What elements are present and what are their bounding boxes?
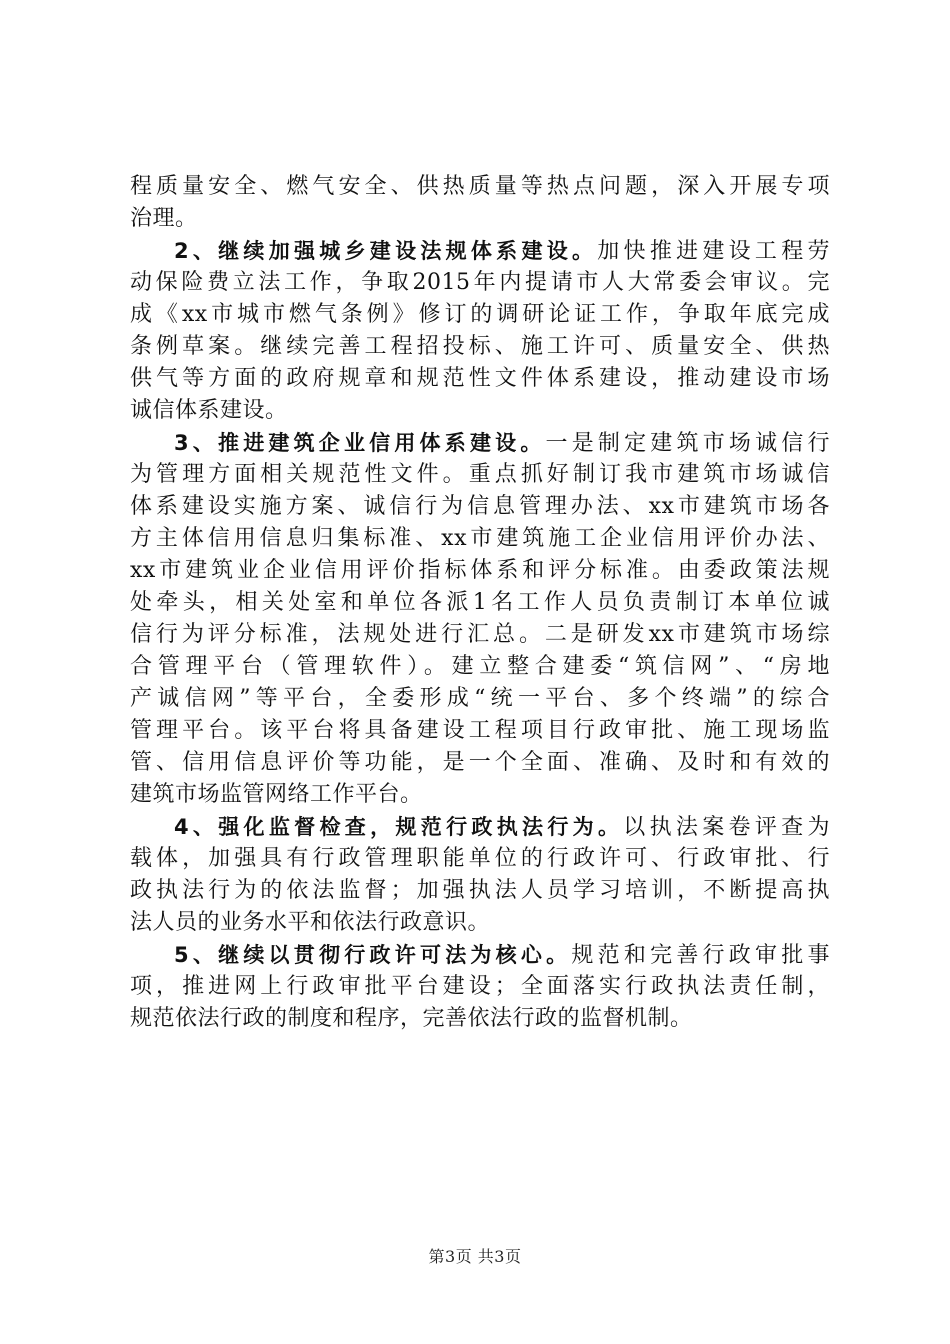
paragraph-first-line	[130, 235, 830, 267]
section-heading-2: 2、继续加强城乡建设法规体系建设。	[174, 239, 598, 263]
paragraph-4	[130, 811, 830, 939]
paragraph-first-line	[130, 939, 830, 971]
paragraph-1	[130, 171, 830, 235]
paragraph-line: 成《xx市城市燃气条例》修订的调研论证工作，争取年底完成	[130, 302, 830, 327]
paragraph-line: 管、信用信息评价等功能，是一个全面、准确、及时和有效的	[130, 750, 830, 775]
section-heading-4: 4、强化监督检查，规范行政执法行为。	[174, 815, 624, 839]
paragraph-line: 方主体信用信息归集标准、xx市建筑施工企业信用评价办法、	[130, 526, 830, 551]
paragraph-line: 供气等方面的政府规章和规范性文件体系建设，推动建设市场	[130, 366, 830, 391]
paragraph-line: 体系建设实施方案、诚信行为信息管理办法、xx市建筑市场各	[130, 494, 830, 519]
page-number-footer: 第3页 共3页	[428, 1247, 522, 1266]
paragraph-text: 一是制定建筑市场诚信行	[545, 431, 830, 456]
paragraph-line: 合管理平台（管理软件）。建立整合建委“筑信网”、“房地	[130, 654, 830, 679]
paragraph-line: xx市建筑业企业信用评价指标体系和评分标准。由委政策法规	[130, 558, 830, 583]
paragraph-text: 规范和完善行政审批事	[571, 943, 830, 968]
paragraph-line: 信行为评分标准，法规处进行汇总。二是研发xx市建筑市场综	[130, 622, 830, 647]
paragraph-line: 处牵头，相关处室和单位各派1名工作人员负责制订本单位诚	[130, 590, 830, 615]
paragraph-line: 建筑市场监管网络工作平台。	[130, 782, 423, 807]
paragraph-text: 加快推进建设工程劳	[597, 239, 830, 264]
paragraph-line: 项，推进网上行政审批平台建设；全面落实行政执法责任制，	[130, 974, 830, 999]
paragraph-line: 程质量安全、燃气安全、供热质量等热点问题，深入开展专项	[130, 174, 830, 199]
paragraph-2	[130, 235, 830, 427]
paragraph-line: 产诚信网”等平台，全委形成“统一平台、多个终端”的综合	[130, 686, 830, 711]
paragraph-line: 政执法行为的依法监督；加强执法人员学习培训，不断提高执	[130, 878, 830, 903]
paragraph-line: 载体，加强具有行政管理职能单位的行政许可、行政审批、行	[130, 846, 830, 871]
paragraph-3	[130, 427, 830, 811]
paragraph-line: 治理。	[130, 206, 198, 231]
section-heading-3: 3、推进建筑企业信用体系建设。	[174, 431, 546, 455]
paragraph-line: 规范依法行政的制度和程序，完善依法行政的监督机制。	[130, 1006, 693, 1031]
paragraph-line: 为管理方面相关规范性文件。重点抓好制订我市建筑市场诚信	[130, 462, 830, 487]
paragraph-line: 管理平台。该平台将具备建设工程项目行政审批、施工现场监	[130, 718, 830, 743]
paragraph-first-line	[130, 811, 830, 843]
paragraph-line: 条例草案。继续完善工程招投标、施工许可、质量安全、供热	[130, 334, 830, 359]
paragraph-line: 诚信体系建设。	[130, 398, 288, 423]
paragraph-text: 以执法案卷评查为	[623, 815, 830, 840]
paragraph-line: 动保险费立法工作，争取2015年内提请市人大常委会审议。完	[130, 270, 830, 295]
paragraph-5	[130, 939, 830, 1035]
paragraph-first-line	[130, 427, 830, 459]
paragraph-line: 法人员的业务水平和依法行政意识。	[130, 910, 491, 935]
document-body	[130, 171, 830, 1035]
section-heading-5: 5、继续以贯彻行政许可法为核心。	[174, 943, 572, 967]
